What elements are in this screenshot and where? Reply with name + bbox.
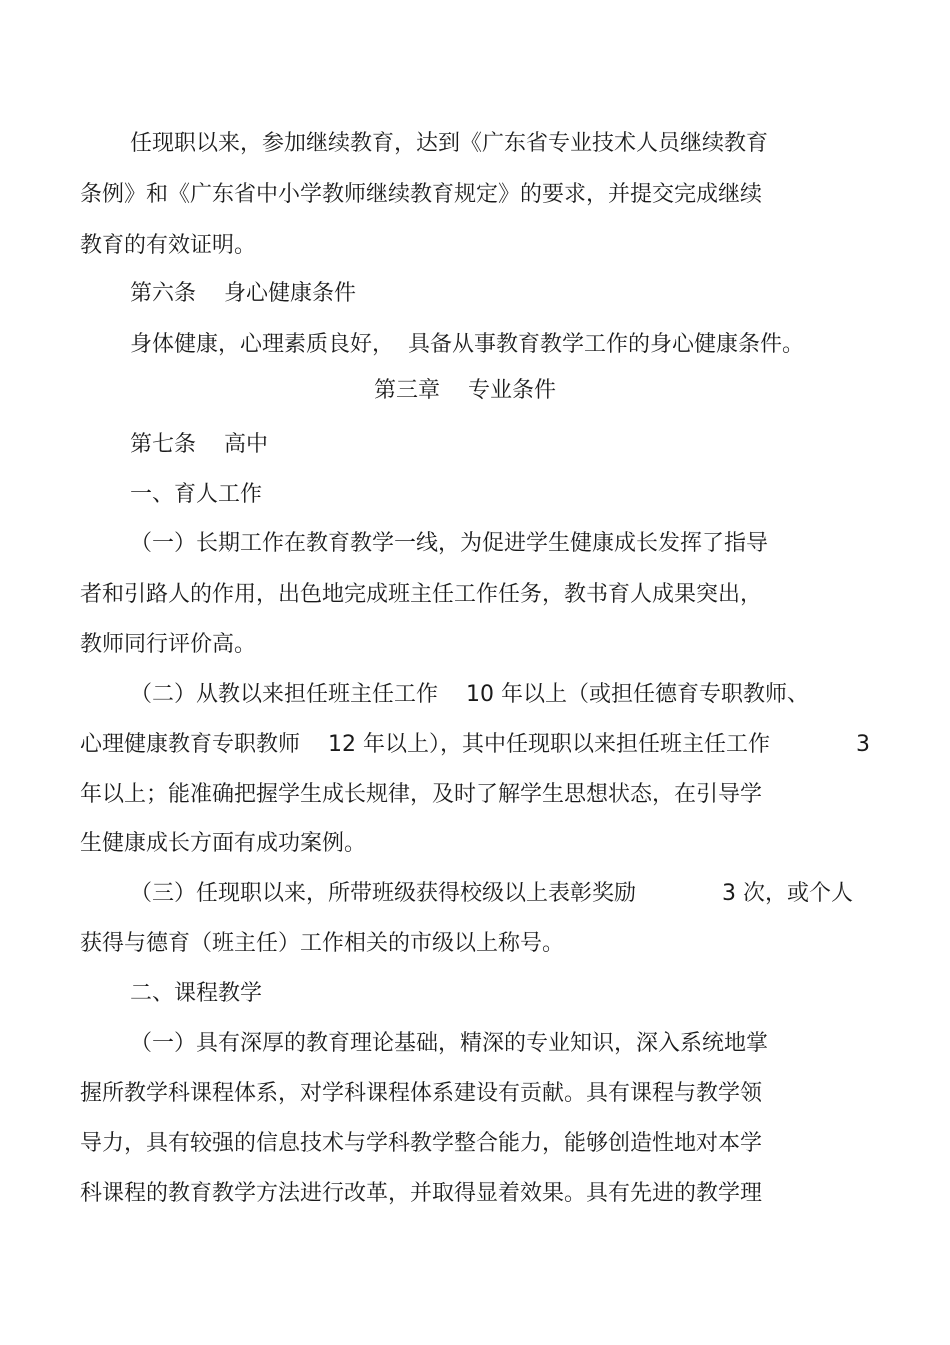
section-heading: 二、课程教学 — [130, 981, 263, 1006]
paragraph-line: 者和引路人的作用，出色地完成班主任工作任务，教书育人成果突出， — [80, 582, 763, 607]
paragraph-line: 身体健康，心理素质良好， 具备从事教育教学工作的身心健康条件。 — [130, 332, 804, 357]
article-heading: 第七条 高中 — [130, 432, 268, 457]
paragraph-line: 年以上；能准确把握学生成长规律，及时了解学生思想状态，在引导学 — [80, 782, 763, 807]
section-heading: 一、育人工作 — [130, 482, 263, 507]
paragraph-line: 科课程的教育教学方法进行改革，并取得显着效果。具有先进的教学理 — [80, 1181, 763, 1206]
paragraph-line: （一）具有深厚的教育理论基础，精深的专业知识，深入系统地掌 — [130, 1031, 769, 1056]
paragraph-line: （二）从教以来担任班主任工作 10 年以上（或担任德育专职教师、 — [130, 682, 809, 707]
paragraph-line-fragment: 3 — [856, 732, 870, 757]
article-heading: 第六条 身心健康条件 — [130, 281, 356, 306]
paragraph-line: 握所教学科课程体系，对学科课程体系建设有贡献。具有课程与教学领 — [80, 1081, 763, 1106]
paragraph-line: 教育的有效证明。 — [80, 233, 257, 258]
paragraph-line: （三）任现职以来，所带班级获得校级以上表彰奖励 — [130, 881, 637, 906]
paragraph-line-fragment: 3 次，或个人 — [722, 881, 853, 906]
paragraph-line: 导力，具有较强的信息技术与学科教学整合能力，能够创造性地对本学 — [80, 1131, 763, 1156]
paragraph-line: 生健康成长方面有成功案例。 — [80, 831, 367, 856]
chapter-heading: 第三章 专业条件 — [374, 378, 556, 403]
paragraph-line: 心理健康教育专职教师 12 年以上），其中任现职以来担任班主任工作 — [80, 732, 770, 757]
paragraph-line: 获得与德育（班主任）工作相关的市级以上称号。 — [80, 931, 565, 956]
paragraph-line: （一）长期工作在教育教学一线，为促进学生健康成长发挥了指导 — [130, 531, 769, 556]
paragraph-line: 教师同行评价高。 — [80, 632, 257, 657]
paragraph-line: 任现职以来，参加继续教育，达到《广东省专业技术人员继续教育 — [130, 131, 769, 156]
paragraph-line: 条例》和《广东省中小学教师继续教育规定》的要求，并提交完成继续 — [80, 182, 763, 207]
